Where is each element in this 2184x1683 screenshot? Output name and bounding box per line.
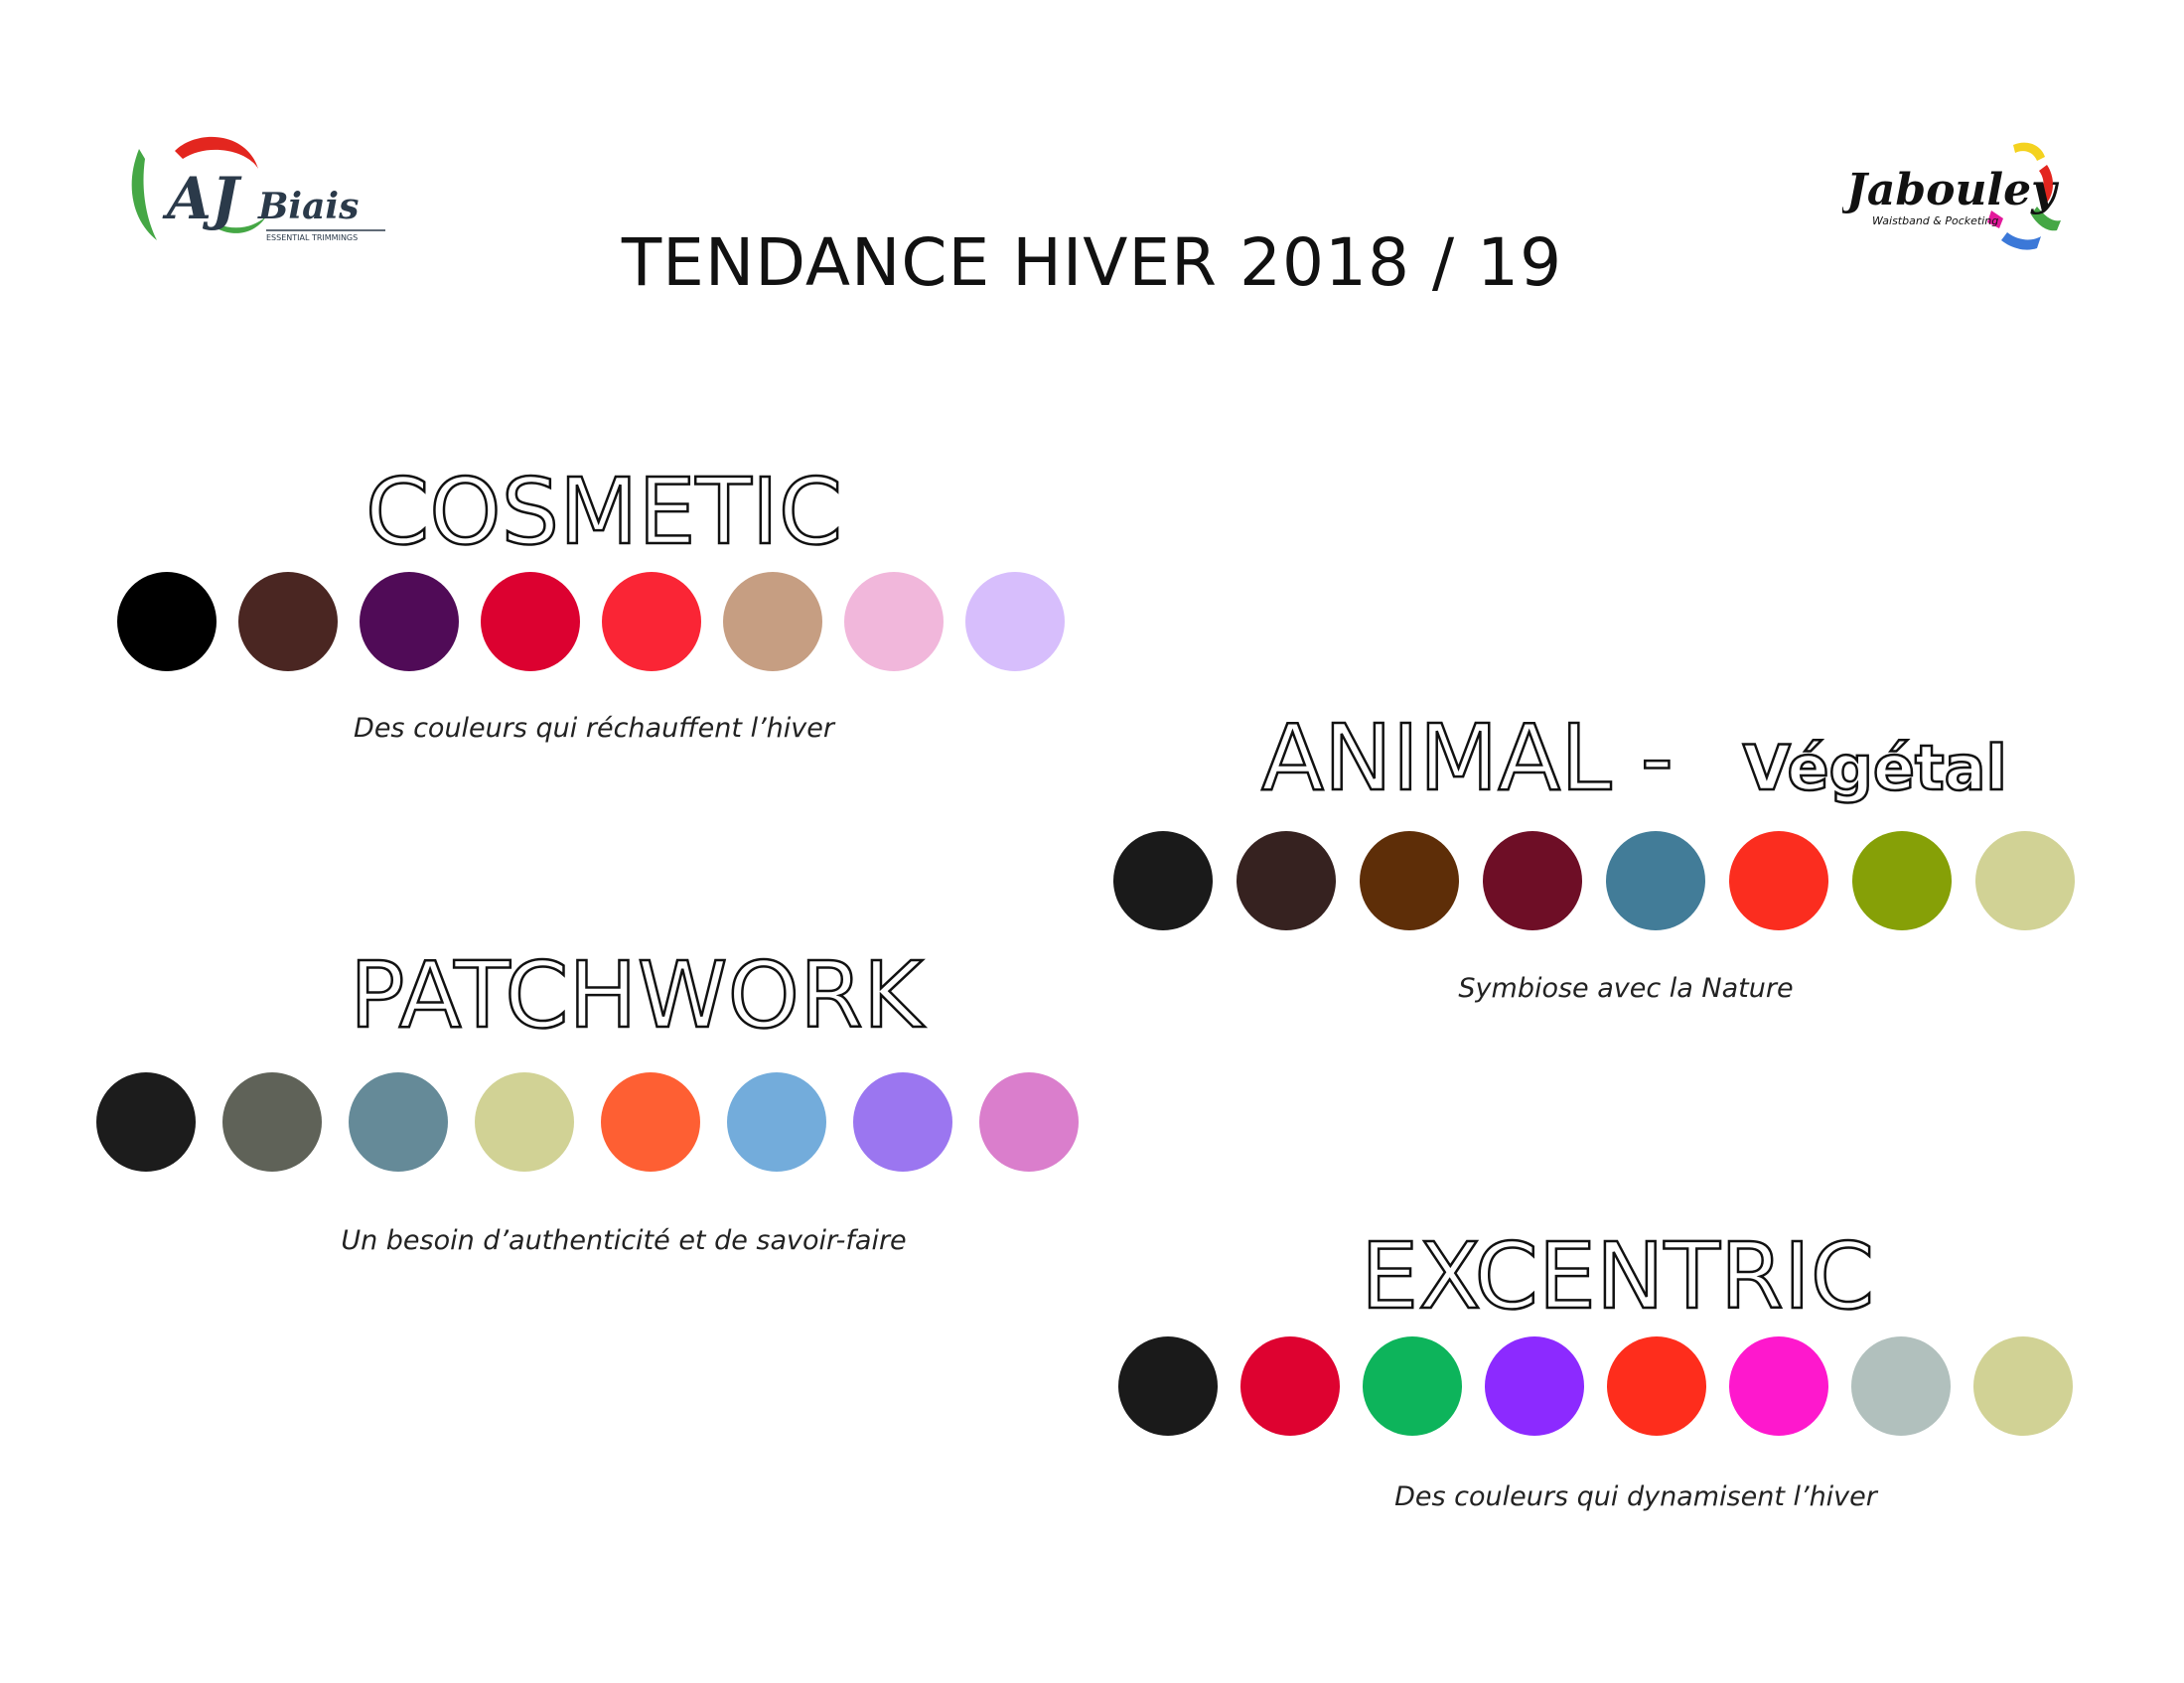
color-swatch-animal-5 bbox=[1606, 831, 1705, 930]
color-swatch-excentric-2 bbox=[1240, 1336, 1340, 1436]
caption-cosmetic: Des couleurs qui réchauffent l’hiver bbox=[354, 713, 834, 744]
color-swatch-cosmetic-1 bbox=[117, 572, 217, 671]
color-swatch-patchwork-1 bbox=[96, 1072, 196, 1172]
svg-text:Biais: Biais bbox=[258, 186, 360, 227]
swatch-row-cosmetic bbox=[117, 572, 1071, 673]
color-swatch-animal-8 bbox=[1975, 831, 2075, 930]
svg-text:Jabouley: Jabouley bbox=[1846, 165, 2057, 215]
swatch-row-excentric bbox=[1118, 1336, 2092, 1438]
color-swatch-excentric-7 bbox=[1851, 1336, 1951, 1436]
color-swatch-animal-7 bbox=[1852, 831, 1952, 930]
section-title-cosmetic: COSMETIC bbox=[365, 459, 843, 565]
page-title: TENDANCE HIVER 2018 / 19 bbox=[621, 224, 1563, 301]
color-swatch-patchwork-8 bbox=[979, 1072, 1079, 1172]
color-swatch-cosmetic-6 bbox=[723, 572, 822, 671]
section-title-excentric: EXCENTRIC bbox=[1361, 1223, 1875, 1330]
color-swatch-cosmetic-8 bbox=[965, 572, 1065, 671]
section-title-patchwork: PATCHWORK bbox=[350, 942, 924, 1049]
color-swatch-cosmetic-2 bbox=[238, 572, 338, 671]
color-swatch-cosmetic-5 bbox=[602, 572, 701, 671]
svg-text:AJ: AJ bbox=[167, 165, 239, 232]
color-swatch-patchwork-7 bbox=[853, 1072, 952, 1172]
color-swatch-patchwork-2 bbox=[222, 1072, 322, 1172]
swatch-row-patchwork bbox=[96, 1072, 1090, 1174]
color-swatch-excentric-5 bbox=[1607, 1336, 1706, 1436]
color-swatch-patchwork-3 bbox=[349, 1072, 448, 1172]
color-swatch-patchwork-6 bbox=[727, 1072, 826, 1172]
section-title-animal: ANIMAL - Végétal bbox=[1261, 705, 2007, 811]
color-swatch-animal-3 bbox=[1360, 831, 1459, 930]
svg-text:Waistband & Pocketing: Waistband & Pocketing bbox=[1872, 214, 1999, 227]
caption-excentric: Des couleurs qui dynamisent l’hiver bbox=[1394, 1481, 1877, 1512]
swatch-row-animal bbox=[1113, 831, 2087, 932]
color-swatch-patchwork-4 bbox=[475, 1072, 574, 1172]
color-swatch-animal-1 bbox=[1113, 831, 1213, 930]
color-swatch-cosmetic-4 bbox=[481, 572, 580, 671]
caption-animal: Symbiose avec la Nature bbox=[1458, 973, 1794, 1004]
color-swatch-excentric-8 bbox=[1973, 1336, 2073, 1436]
section-subtitle-vegetal: Végétal bbox=[1742, 732, 2007, 804]
color-swatch-excentric-4 bbox=[1485, 1336, 1584, 1436]
svg-text:ESSENTIAL TRIMMINGS: ESSENTIAL TRIMMINGS bbox=[266, 233, 359, 242]
color-swatch-patchwork-5 bbox=[601, 1072, 700, 1172]
color-swatch-animal-4 bbox=[1483, 831, 1582, 930]
color-swatch-animal-6 bbox=[1729, 831, 1828, 930]
caption-patchwork: Un besoin d’authenticité et de savoir-faire bbox=[341, 1225, 907, 1256]
color-swatch-excentric-1 bbox=[1118, 1336, 1218, 1436]
color-swatch-animal-2 bbox=[1237, 831, 1336, 930]
color-swatch-cosmetic-3 bbox=[360, 572, 459, 671]
color-swatch-excentric-3 bbox=[1363, 1336, 1462, 1436]
color-swatch-cosmetic-7 bbox=[844, 572, 944, 671]
color-swatch-excentric-6 bbox=[1729, 1336, 1828, 1436]
